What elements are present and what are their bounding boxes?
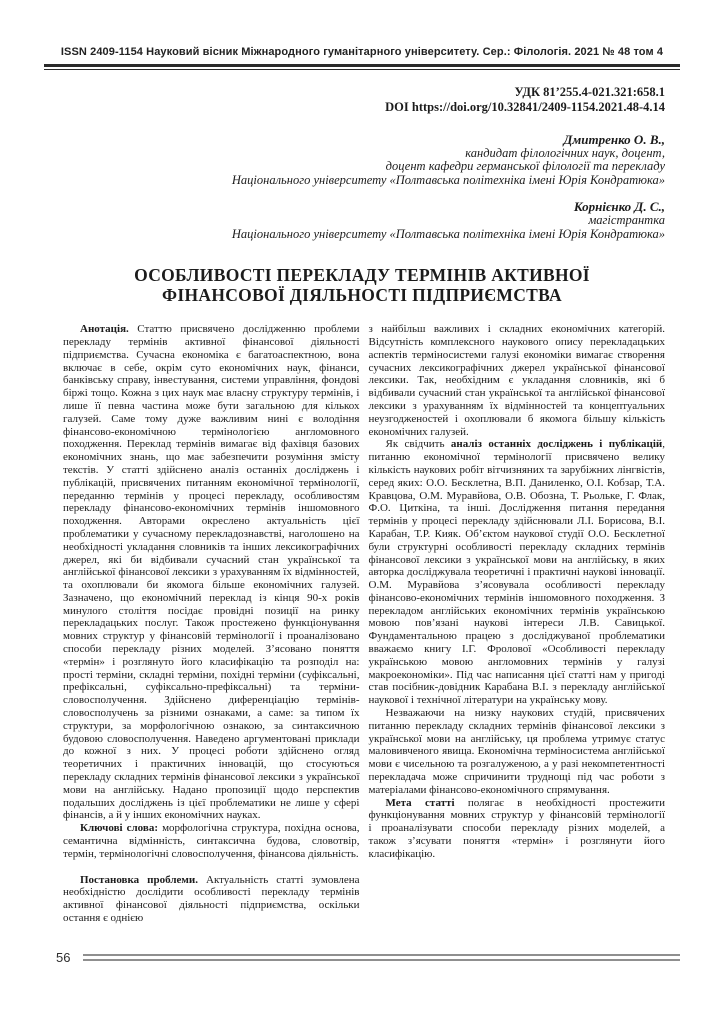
- footer-rule: [83, 954, 680, 961]
- meta-block: [0, 85, 665, 115]
- author-role-line: магістрантка: [588, 212, 665, 227]
- article-body: [63, 323, 665, 925]
- header-rule: [44, 64, 680, 70]
- author-affiliation-line: Національного університету «Полтавська політехніка імені Юрія Кондратюка»: [231, 226, 665, 241]
- journal-header: ISSN 2409-1154 Науковий вісник Міжнародного гуманітарного університету. Сер.: Філологія. 2021 № 48 том 4: [60, 46, 664, 58]
- goal-text: полягає в необхідності простежити функціонування мовних структур у фінансовій термінології і проаналізувати способи перекладу різних моделей, а також з’ясувати поняття «термін» і розглянути його класифікацію.: [368, 796, 666, 860]
- keywords-label: Ключові слова:: [80, 822, 159, 835]
- problem-label: Постановка проблеми.: [80, 873, 198, 886]
- authors-block: [0, 133, 665, 241]
- article-title: ОСОБЛИВОСТІ ПЕРЕКЛАДУ ТЕРМІНІВ АКТИВНОЇ ФІНАНСОВОЇ ДІЯЛЬНОСТІ ПІДПРИЄМСТВА: [134, 265, 590, 306]
- doi-line: DOI https://doi.org/10.32841/2409-1154.2021.48-4.14: [385, 100, 665, 114]
- column-right: [369, 323, 666, 925]
- author-name: Корнієнко Д. С.,: [573, 199, 665, 215]
- udk-line: УДК 81’255.4-021.321:658.1: [514, 85, 665, 99]
- body-paragraph: з найбільш важливих і складних економічних категорій. Відсутність комплексного наукового опису перекладацьких аспектів терміносистеми галузі економіки вимагає створення сучасних лексикографічних джерел української фінансової лексики. Так, необхідним є укладання словників, які б відбивали сучасний стан української та англійської фінансової лексики з урахуванням їх відмінностей та концептуальних неузгодженостей і охоплювали б якомога більшу кількість економічних галузей.: [368, 323, 665, 438]
- page-number: 56: [56, 950, 71, 965]
- abstract-label: Анотація.: [80, 323, 129, 336]
- goal-label: Мета статті: [385, 796, 455, 809]
- problem-text: Актуальність статті зумовлена необхідністю дослідити особливості перекладу термінів активної фінансової діяльності підприємства, оскільки остання є однією: [63, 873, 360, 925]
- author-affiliation-line: Національного університету «Полтавська політехніка імені Юрія Кондратюка»: [231, 172, 665, 187]
- column-left: [63, 323, 360, 925]
- goal-paragraph: [369, 797, 666, 861]
- author-block: [0, 200, 665, 241]
- paragraph-text: Як свідчить: [385, 438, 451, 451]
- author-role-line: кандидат філологічних наук, доцент,: [465, 145, 665, 160]
- page-footer: [0, 950, 724, 965]
- paragraph-text: , питанню економічної термінології присвячено велику кількість наукових робіт вітчизняних та зарубіжних лінгвістів, серед яких: О.О. Бесклетна, В.П. Даниленко, О.І. Кобзар, Т.А. Кравцова, О.М. Муравйова, О.В. Обозна, Т. Рьольке, Г. Флак, Ф.О. Циткіна, та інші. Дослідження питання передання термінів у процесі перекладу здійснювали Л.І. Борисова, В.І. Карабан, Т.Р. Кияк. Об’єктом наукової студії О.О. Бесклетної були структурні особливості перекладу складних термінів фінансової лексики з української мови на англійську, в яких авторка досліджувала теоретичні і практичні наукові інновації. О.М. Муравйова з’ясовувала особливості перекладу фінансово-економічних термінів іншомовного походження. З перекладом англійських економічних термінів українською мовою пов’язані наукові інтереси Л.В. Савицької. Фундаментальною працею з досліджуваної проблематики вважаємо книгу І.Г. Фролової «Особливості перекладу українською мовою англомовних термінів у галузі макроекономіки». Під час написання цієї статті нам у пригоді став посібник-довідник Карабана В.І. з перекладу англійської наукової і технічної літератури на українську мову.: [368, 438, 665, 707]
- abstract-paragraph: [63, 323, 360, 822]
- author-block: [0, 133, 665, 187]
- problem-paragraph: [63, 874, 360, 925]
- author-name: Дмитренко О. В.,: [563, 132, 665, 147]
- keywords-paragraph: [63, 822, 360, 860]
- analysis-bold-phrase: аналіз останніх досліджень і публікацій: [450, 438, 663, 451]
- author-role-line: доцент кафедри германської філології та перекладу: [385, 159, 665, 174]
- abstract-text: Статтю присвячено дослідженню проблеми перекладу термінів активної фінансової діяльності підприємства. Сучасна економіка є багатоаспектною, вона включає в себе, окрім суто економічних наук, фінанси, банківську справу, інвестування, системи управління, фондові біржі тощо. Кожна з цих наук має власну структуру термінів, і лише її певна частина може бути загальною для кількох галузей. Саме тому дуже важливим нині є володіння фінансово-економічною термінологією англомовного походження. Переклад термінів вимагає від фахівця базових економічних знань, що має забезпечити розуміння змісту текстів. У статті здійснено аналіз останніх досліджень і публікацій, присвячених питанням економічної термінології, переданню термінів у процесі перекладу, особливостям перекладу фінансово-економічних термінів іншомовного походження. Авторами окреслено актуальність цієї проблематики у сучасному перекладознавстві, наголошено на необхідності укладання словників та інших лексикографічних джерел, які би відбивали сучасний стан української та англійської фінансової лексики з урахуванням їх відмінностей, та охоплювали би якомога більше економічних галузей. Зазначено, що економічний переклад із кінця 90-х років минулого століття посідає провідні позиції на ринку перекладацьких послуг. Також простежено функціонування мовних структур у фінансовій термінології і проаналізовано способи перекладу різних моделей. З’ясовано поняття «термін» і розглянуто його класифікацію та розподіл на: прості терміни, складні терміни, похідні терміни (суфіксальні, префіксальні, суфіксально-префіксальні) та терміни-словосполучення. Здійснено диференціацію термінів-словосполучень за різними ознаками, а саме: за типом їх структури, за морфологічною ознакою, за синтаксичною будовою словосполучення. Наведено аргументовані приклади до кожної з них. У процесі роботи здійснено огляд теоретичних і практичних інновацій, що стосуються перекладу складних термінів фінансової лексики з української мови на англійську. Надано пропозиції щодо перспектив подальших досліджень із цієї проблематики не лише у сфері фінансів, а й у інших економічних науках.: [63, 323, 360, 822]
- body-paragraph: [369, 438, 666, 707]
- keywords-text: морфологічна структура, похідна основа, семантична відмінність, синтаксична будова, словотвір, термін, термінологічні словосполучення, фінансова діяльність.: [63, 822, 360, 860]
- body-paragraph: Незважаючи на низку наукових студій, присвячених питанню перекладу складних термінів фінансової лексики з української мови на англійську, ця проблема утримує статус маловивченого явища. Економічна терміносистема англійської мови є чисельною та розгалуженою, а у разі некомпетентності перекладача може спричинити труднощі під час роботи з матеріалами фінансово-економічного спрямування.: [368, 707, 665, 796]
